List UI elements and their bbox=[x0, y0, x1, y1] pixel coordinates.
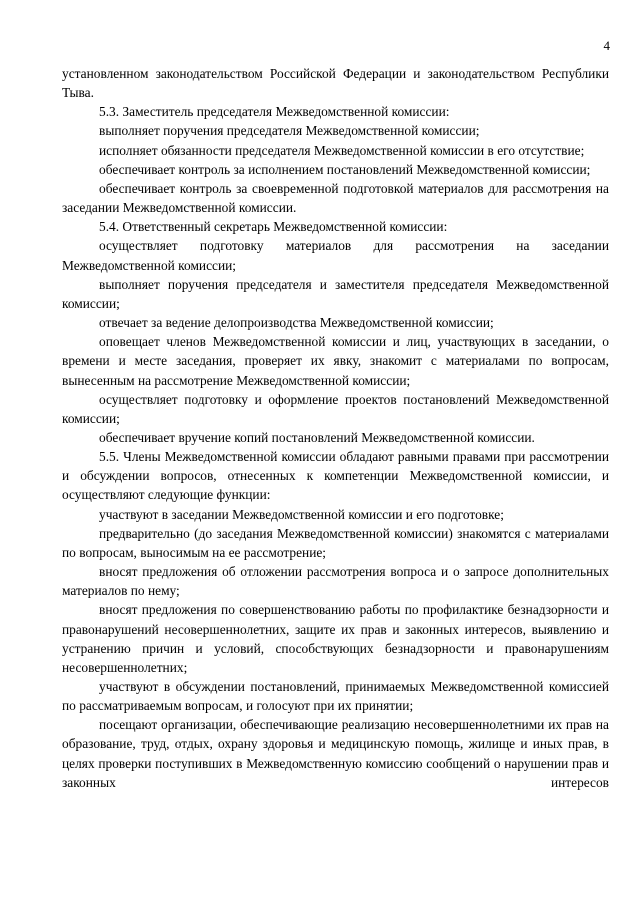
paragraph: предварительно (до заседания Межведомственной комиссии) знакомятся с материалами по вопросам, выносимым на ее рассмотрение; bbox=[62, 525, 609, 560]
paragraph: осуществляет подготовку и оформление проектов постановлений Межведомственной комиссии; bbox=[62, 391, 609, 426]
paragraph: участвуют в обсуждении постановлений, принимаемых Межведомственной комиссией по рассматриваемым вопросам, и голосуют при их принятии; bbox=[62, 679, 609, 714]
paragraph: обеспечивает контроль за исполнением постановлений Межведомственной комиссии; bbox=[99, 161, 591, 177]
paragraph: участвуют в заседании Межведомственной комиссии и его подготовке; bbox=[99, 506, 504, 522]
paragraph: выполняет поручения председателя и заместителя председателя Межведомственной комиссии; bbox=[62, 276, 609, 311]
paragraph: 5.5. Члены Межведомственной комиссии обладают равными правами при рассмотрении и обсуждении вопросов, отнесенных к компетенции Межведомственной комиссии, и осуществляют следующие функции: bbox=[62, 449, 609, 503]
paragraph: установленном законодательством Российской Федерации и законодательством Республики Тыва. bbox=[62, 66, 609, 101]
paragraph: отвечает за ведение делопроизводства Межведомственной комиссии; bbox=[99, 315, 494, 331]
paragraph: вносят предложения об отложении рассмотрения вопроса и о запросе дополнительных материалов по нему; bbox=[62, 564, 609, 599]
section-heading: 5.4. Ответственный секретарь Межведомственной комиссии: bbox=[99, 219, 448, 235]
paragraph: исполняет обязанности председателя Межведомственной комиссии в его отсутствие; bbox=[99, 142, 585, 158]
section-heading: 5.3. Заместитель председателя Межведомственной комиссии: bbox=[99, 104, 450, 120]
paragraph: обеспечивает вручение копий постановлений Межведомственной комиссии. bbox=[99, 429, 535, 445]
paragraph: осуществляет подготовку материалов для рассмотрения на заседании Межведомственной комиссии; bbox=[62, 238, 609, 273]
document-body bbox=[62, 64, 609, 792]
paragraph: выполняет поручения председателя Межведомственной комиссии; bbox=[99, 123, 480, 139]
paragraph: вносят предложения по совершенствованию работы по профилактике безнадзорности и правонарушений несовершеннолетних, защите их прав и законных интересов, выявлению и устранению причин и условий, способствующих безнадзорности и правонарушениям несовершеннолетних; bbox=[62, 602, 609, 675]
paragraph: оповещает членов Межведомственной комиссии и лиц, участвующих в заседании, о времени и месте заседания, проверяет их явку, знакомит с материалами по вопросам, вынесенным на рассмотрение Межведомственной комиссии; bbox=[62, 334, 609, 388]
paragraph: обеспечивает контроль за своевременной подготовкой материалов для рассмотрения на заседании Межведомственной комиссии. bbox=[62, 180, 609, 216]
page-number: 4 bbox=[603, 38, 610, 53]
paragraph: посещают организации, обеспечивающие реализацию несовершеннолетними их прав на образование, труд, отдых, охрану здоровья и медицинскую помощь, жилище и иных прав, в целях проверки поступивших в Межведомственную комиссию сообщений о нарушении прав и законных интересов bbox=[62, 717, 609, 790]
